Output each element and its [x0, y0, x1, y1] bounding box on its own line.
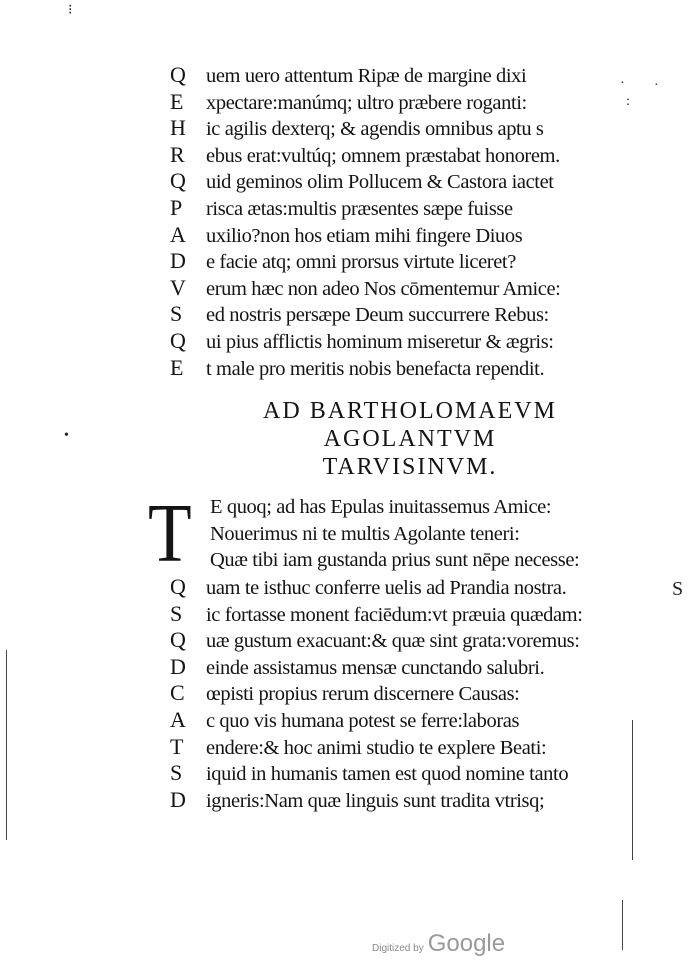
acrostic-initial: Q [170, 168, 186, 194]
verse-text: ui pius afflictis hominum miseretur & ægris: [206, 330, 554, 353]
verse-text: e facie atq; omni prorsus virtute liceret? [206, 251, 516, 274]
acrostic-initial: Q [170, 327, 186, 353]
digitized-by-text: Digitized by [372, 943, 424, 954]
verse-line: E quoq; ad has Epulas inuitassemus Amice: [210, 496, 552, 518]
acrostic-initial: H [170, 115, 186, 141]
acrostic-initial: D [170, 653, 186, 679]
margin-rule [6, 650, 7, 840]
ink-speck: : [626, 94, 630, 109]
verse-text: ic agilis dexterq; & agendis omnibus aptu s [206, 118, 544, 141]
acrostic-initial: Q [170, 574, 186, 599]
verse-line [170, 115, 650, 142]
acrostic-initial: T [170, 733, 184, 759]
acrostic-initial: E [170, 354, 184, 380]
acrostic-initial: P [170, 194, 183, 220]
google-logo: Google [427, 930, 506, 957]
verse-line [170, 168, 650, 195]
verse-text: endere:& hoc animi studio te explere Beati: [206, 736, 547, 759]
verse-text: t male pro meritis nobis benefacta rependit. [206, 357, 545, 380]
acrostic-initial: Q [170, 62, 186, 87]
verse-text: ebus erat:vultúq; omnem præstabat honorem. [206, 144, 560, 167]
verse-line [170, 680, 670, 707]
verse-line [170, 275, 650, 302]
acrostic-initial: E [170, 88, 184, 114]
verse-line [170, 328, 650, 355]
verse-text: œpisti propius rerum discernere Causas: [206, 683, 520, 706]
verse-text: einde assistamus mensæ cunctando salubri. [206, 656, 545, 679]
verse-line [170, 627, 670, 654]
verse-line [170, 355, 650, 382]
verse-line [170, 574, 670, 601]
verse-text: ed nostris persæpe Deum succurrere Rebus: [206, 304, 549, 327]
verse-text: uæ gustum exacuant:& quæ sint grata:voremus: [206, 630, 580, 653]
verse-line [170, 142, 650, 169]
verse-line [170, 760, 670, 787]
verse-text: igneris:Nam quæ linguis sunt tradita vtrisq; [206, 789, 545, 812]
verse-text: uid geminos olim Pollucem & Castora iactet [206, 171, 554, 194]
acrostic-initial: A [170, 221, 186, 247]
acrostic-initial: A [170, 706, 186, 732]
verse-line [170, 301, 650, 328]
margin-rule [632, 720, 633, 860]
acrostic-initial: R [170, 141, 185, 167]
verse-text: uam te isthuc conferre uelis ad Prandia nostra. [206, 577, 567, 599]
ink-speck: ⁝ [68, 3, 73, 18]
verse-text: uxilio?non hos etiam mihi fingere Diuos [206, 224, 523, 247]
verse-text: uem uero attentum Ripæ de margine dixi [206, 65, 527, 87]
margin-rule [622, 900, 623, 950]
digitization-footer [372, 930, 505, 958]
poem-heading-line-1: AD BARTHOLOMAEVM [263, 398, 557, 424]
verse-line [170, 195, 650, 222]
acrostic-initial: D [170, 786, 186, 812]
verse-text: risca ætas:multis præsentes sæpe fuisse [206, 197, 513, 220]
indented-lines [170, 494, 670, 574]
acrostic-poem-2 [170, 574, 670, 813]
poem-heading-line-3: TARVISINVM. [322, 454, 498, 480]
margin-letter: S [672, 578, 684, 600]
acrostic-initial: S [170, 760, 183, 786]
verse-line [170, 89, 650, 116]
ink-speck: · [654, 78, 659, 93]
verse-line: Quæ tibi iam gustanda prius sunt nēpe necesse: [210, 549, 580, 572]
acrostic-initial: D [170, 248, 186, 274]
verse-line [170, 654, 670, 681]
verse-text: xpectare:manúmq; ultro præbere roganti: [206, 91, 527, 114]
poem-heading-line-2: AGOLANTVM [323, 426, 497, 452]
verse-line [170, 787, 670, 814]
verse-line [170, 707, 670, 734]
verse-line [170, 222, 650, 249]
acrostic-initial: S [170, 600, 183, 626]
verse-line [170, 62, 650, 89]
ink-speck: · [620, 76, 625, 91]
verse-text: ic fortasse monent faciēdum:vt præuia quædam: [206, 603, 583, 626]
verse-line [170, 601, 670, 628]
acrostic-initial: V [170, 274, 186, 300]
acrostic-poem-1 [170, 62, 650, 381]
acrostic-initial: S [170, 301, 183, 327]
ink-speck: • [64, 428, 69, 443]
verse-line [170, 734, 670, 761]
verse-line [170, 248, 650, 275]
verse-line: Nouerimus ni te multis Agolante teneri: [210, 522, 520, 545]
acrostic-initial: Q [170, 627, 186, 653]
acrostic-initial: C [170, 680, 185, 706]
decorated-initial: T [148, 487, 192, 580]
verse-text: c quo vis humana potest se ferre:laboras [206, 709, 520, 732]
verse-text: erum hæc non adeo Nos cōmentemur Amice: [206, 277, 561, 300]
verse-text: iquid in humanis tamen est quod nomine tanto [206, 763, 569, 786]
